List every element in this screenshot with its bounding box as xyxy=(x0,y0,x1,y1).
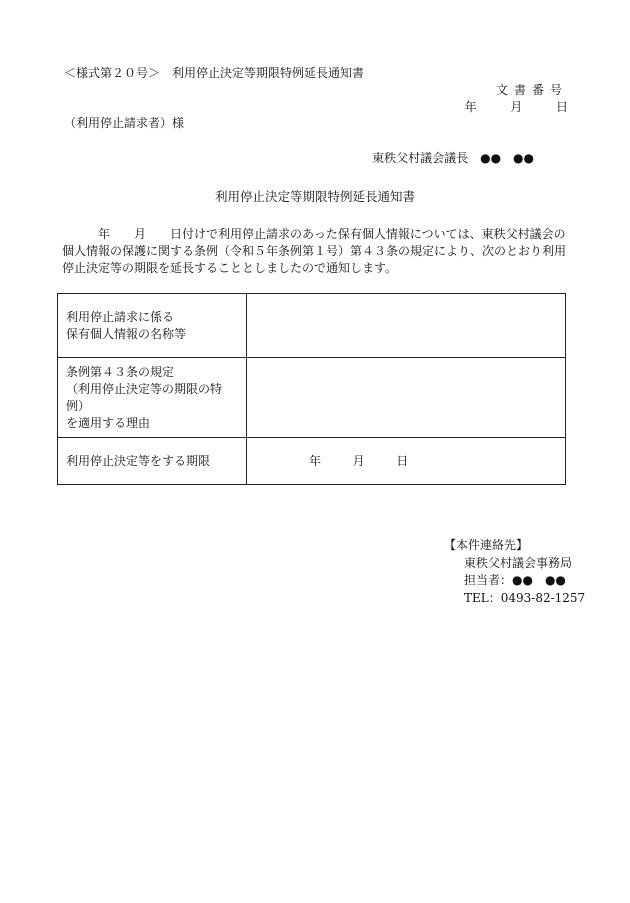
row-label-deadline: 利用停止決定等をする期限 xyxy=(58,438,247,485)
contact-heading: 【本件連絡先】 xyxy=(444,538,529,552)
contact-person: 担当者：●● ●● xyxy=(464,573,566,587)
date-month: 月 xyxy=(510,100,523,114)
form-number-heading: ＜様式第２０号＞ 利用停止決定等期限特例延長通知書 xyxy=(64,66,365,80)
deadline-month: 月 xyxy=(352,453,365,468)
row-label-info-name: 利用停止請求に係る 保有個人情報の名称等 xyxy=(58,294,247,358)
sender-line: 東秩父村議会議長 ●● ●● xyxy=(372,151,534,165)
contact-block xyxy=(444,537,585,607)
date-year: 年 xyxy=(464,100,477,114)
document-number: 文書番号 xyxy=(495,83,568,97)
row-value-reason xyxy=(247,358,566,438)
date-day: 日 xyxy=(555,100,568,114)
deadline-year: 年 xyxy=(309,453,322,468)
info-table xyxy=(57,293,566,485)
row-value-deadline xyxy=(247,438,566,485)
notice-body: 年 月 日付けで利用停止請求のあった保有個人情報については、東秩父村議会の個人情報の保護に関する条例（令和５年条例第１号）第４３条の規定により、次のとおり利用停止決定等の期限を延長することとしましたので通知します。 xyxy=(62,227,567,275)
deadline-day: 日 xyxy=(396,453,409,468)
table-row xyxy=(58,294,566,358)
row-value-info-name xyxy=(247,294,566,358)
recipient-line: （利用停止請求者）様 xyxy=(64,116,185,130)
table-row xyxy=(58,438,566,485)
contact-tel: TEL：0493-82-1257 xyxy=(464,590,586,605)
document-title: 利用停止決定等期限特例延長通知書 xyxy=(214,189,415,204)
row-label-reason: 条例第４３条の規定 （利用停止決定等の期限の特例） を適用する理由 xyxy=(58,358,247,438)
issue-date xyxy=(465,98,568,115)
table-row xyxy=(58,358,566,438)
contact-office: 東秩父村議会事務局 xyxy=(464,555,573,570)
